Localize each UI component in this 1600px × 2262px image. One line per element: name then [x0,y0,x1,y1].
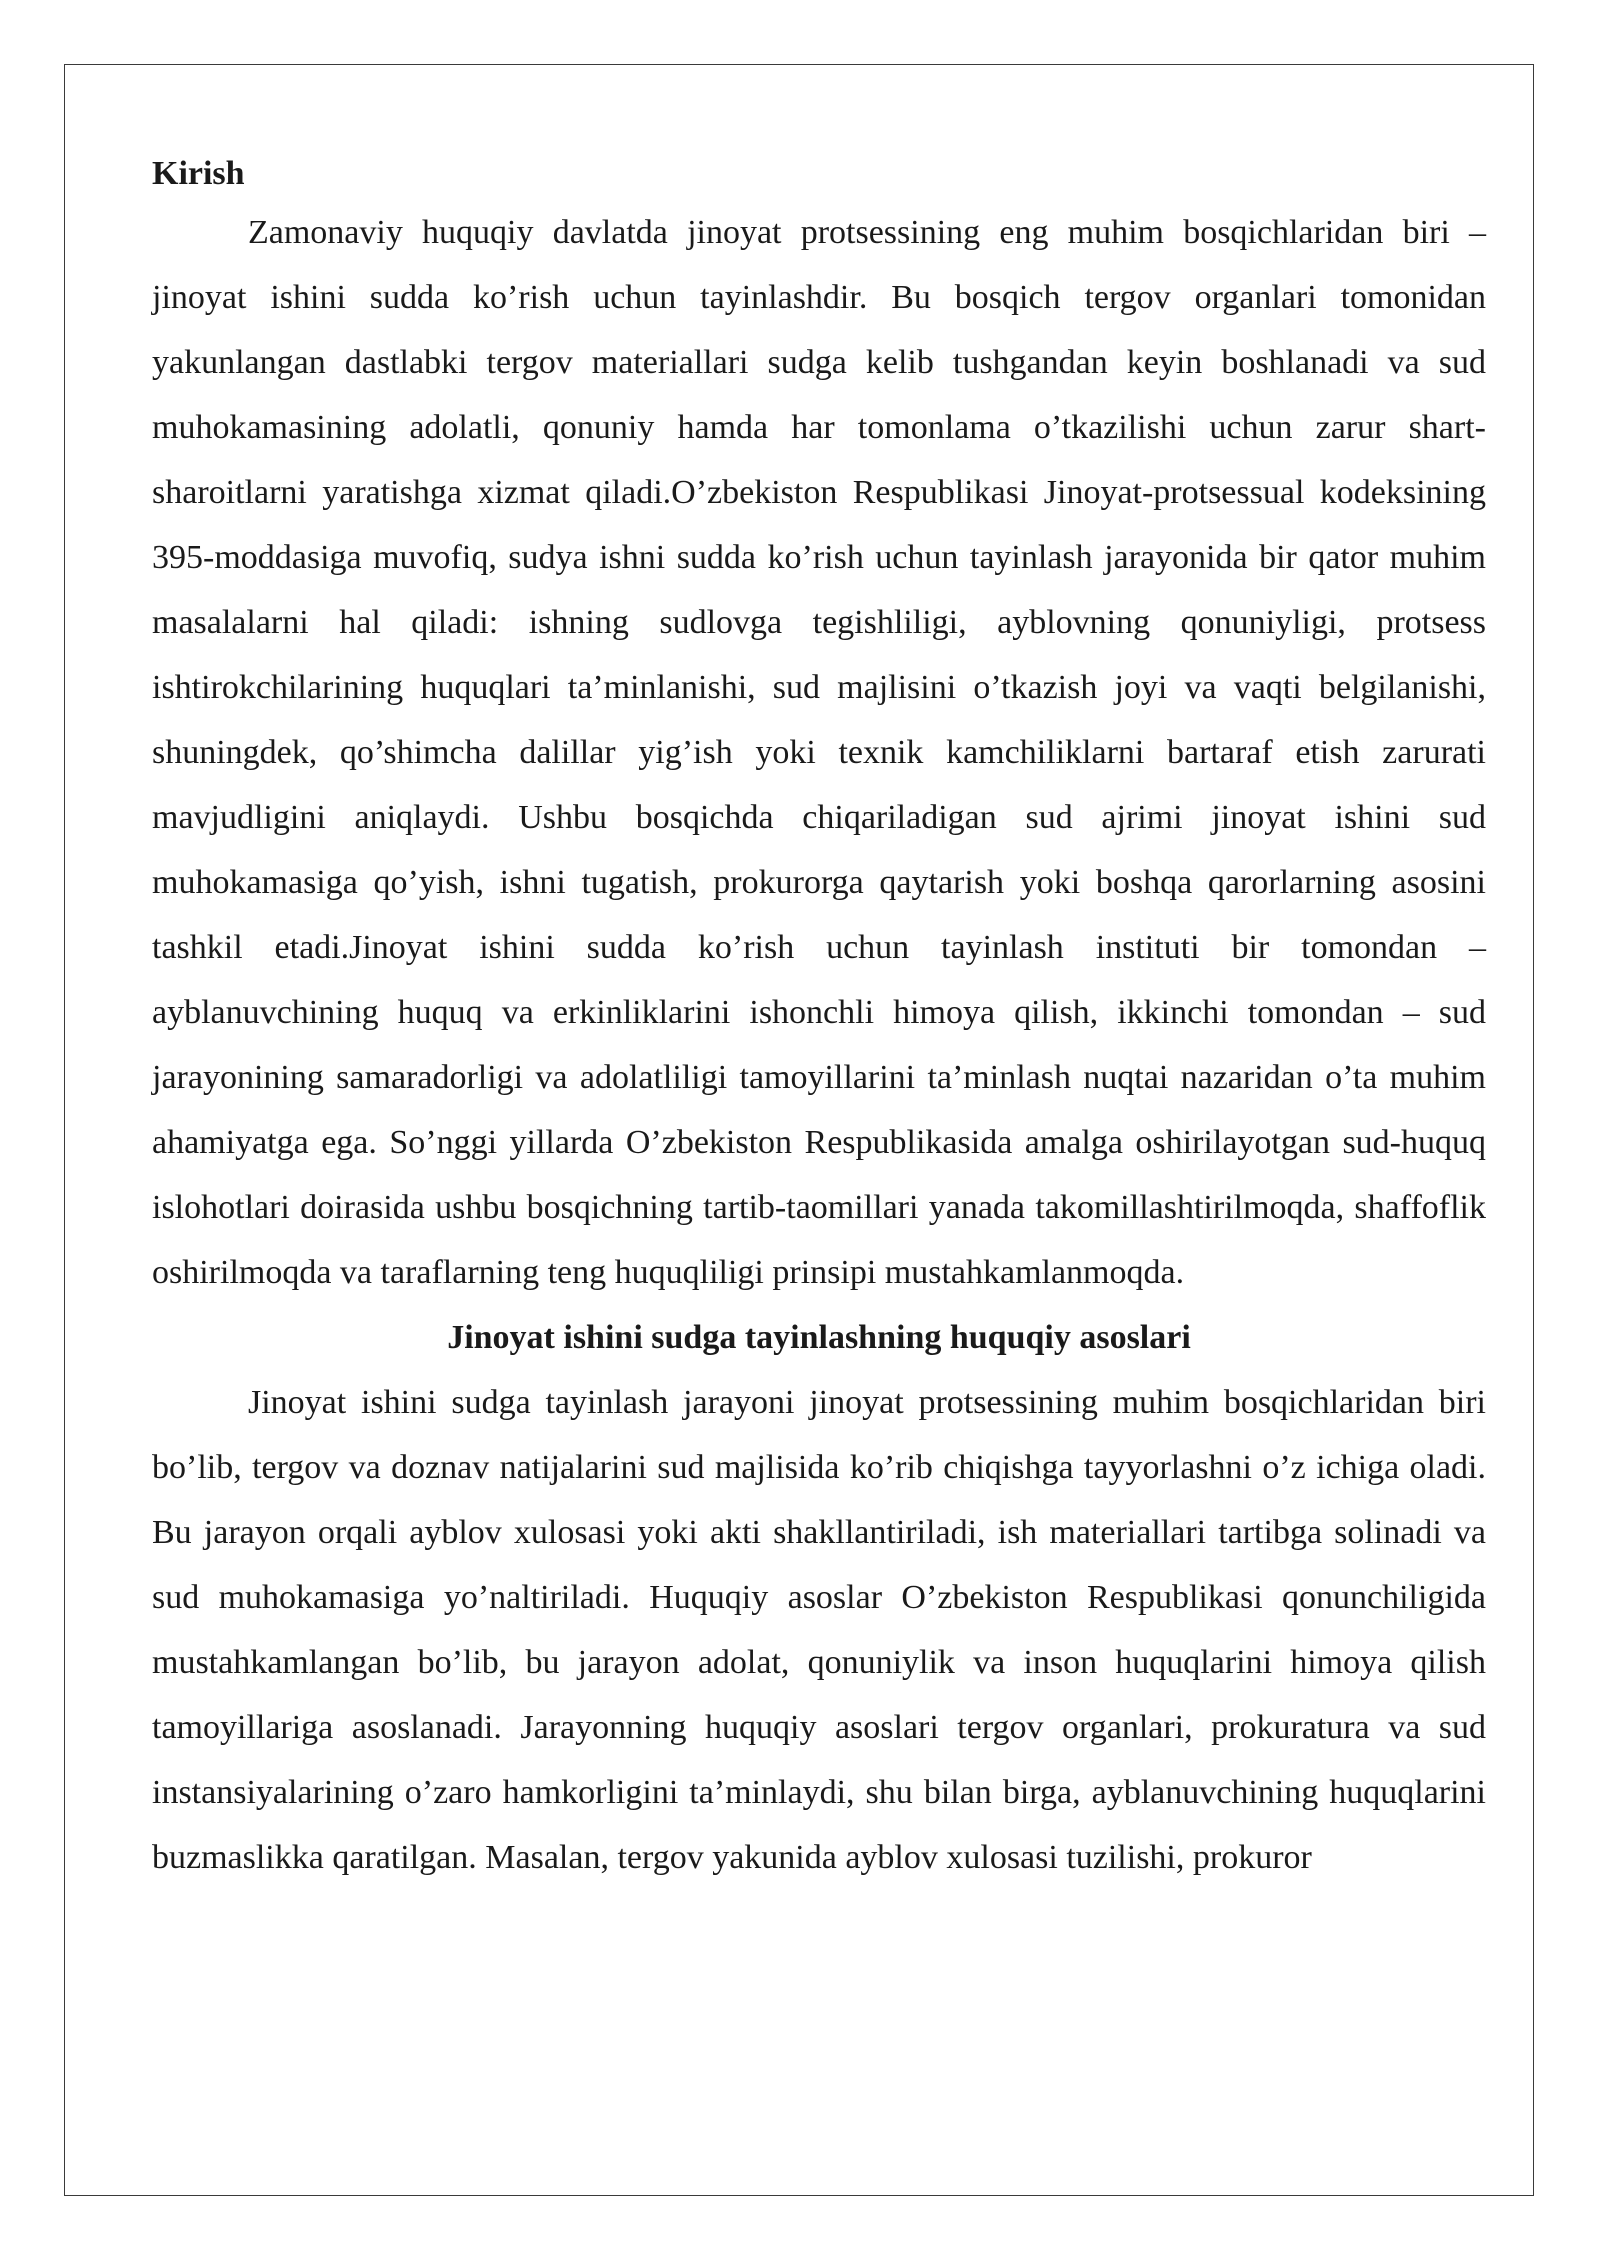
intro-heading: Kirish [152,155,245,192]
intro-paragraph: Zamonaviy huquqiy davlatda jinoyat protsessining eng muhim bosqichlaridan biri – jinoyat ishini sudda ko’rish uchun tayinlashdir. Bu bosqich tergov organlari tomonidan yakunlangan dastlabki tergov materiallari sudga kelib tushgandan keyin boshlanadi va sud muhokamasining adolatli, qonuniy hamda har tomonlama o’tkazilishi uchun zarur shart-sharoitlarni yaratishga xizmat qiladi.O’zbekiston Respublikasi Jinoyat-protsessual kodeksining 395-moddasiga muvofiq, sudya ishni sudda ko’rish uchun tayinlash jarayonida bir qator muhim masalalarni hal qiladi: ishning sudlovga tegishliligi, ayblovning qonuniyligi, protsess ishtirokchilarining huquqlari ta’minlanishi, sud majlisini o’tkazish joyi va vaqti belgilanishi, shuningdek, qo’shimcha dalillar yig’ish yoki texnik kamchiliklarni bartaraf etish zarurati mavjudligini aniqlaydi. Ushbu bosqichda chiqariladigan sud ajrimi jinoyat ishini sud muhokamasiga qo’yish, ishni tugatish, prokurorga qaytarish yoki boshqa qarorlarning asosini tashkil etadi.Jinoyat ishini sudda ko’rish uchun tayinlash instituti bir tomondan – ayblanuvchining huquq va erkinliklarini ishonchli himoya qilish, ikkinchi tomondan – sud jarayonining samaradorligi va adolatliligi tamoyillarini ta’minlash nuqtai nazaridan o’ta muhim ahamiyatga ega. So’nggi yillarda O’zbekiston Respublikasida amalga oshirilayotgan sud-huquq islohotlari doirasida ushbu bosqichning tartib-taomillari yanada takomillashtirilmoqda, shaffoflik oshirilmoqda va taraflarning teng huquqliligi prinsipi mustahkamlanmoqda. [152,214,1486,1291]
document-body [152,148,1486,1890]
section-paragraph: Jinoyat ishini sudga tayinlash jarayoni jinoyat protsessining muhim bosqichlaridan biri bo’lib, tergov va doznav natijalarini sud majlisida ko’rib chiqishga tayyorlashni o’z ichiga oladi. Bu jarayon orqali ayblov xulosasi yoki akti shakllantiriladi, ish materiallari tartibga solinadi va sud muhokamasiga yo’naltiriladi. Huquqiy asoslar O’zbekiston Respublikasi qonunchiligida mustahkamlangan bo’lib, bu jarayon adolat, qonuniylik va inson huquqlarini himoya qilish tamoyillariga asoslanadi. Jarayonning huquqiy asoslari tergov organlari, prokuratura va sud instansiyalarining o’zaro hamkorligini ta’minlaydi, shu bilan birga, ayblanuvchining huquqlarini buzmaslikka qaratilgan. Masalan, tergov yakunida ayblov xulosasi tuzilishi, prokuror [152,1384,1486,1876]
section-heading: Jinoyat ishini sudga tayinlashning huquqiy asoslari [447,1319,1191,1356]
